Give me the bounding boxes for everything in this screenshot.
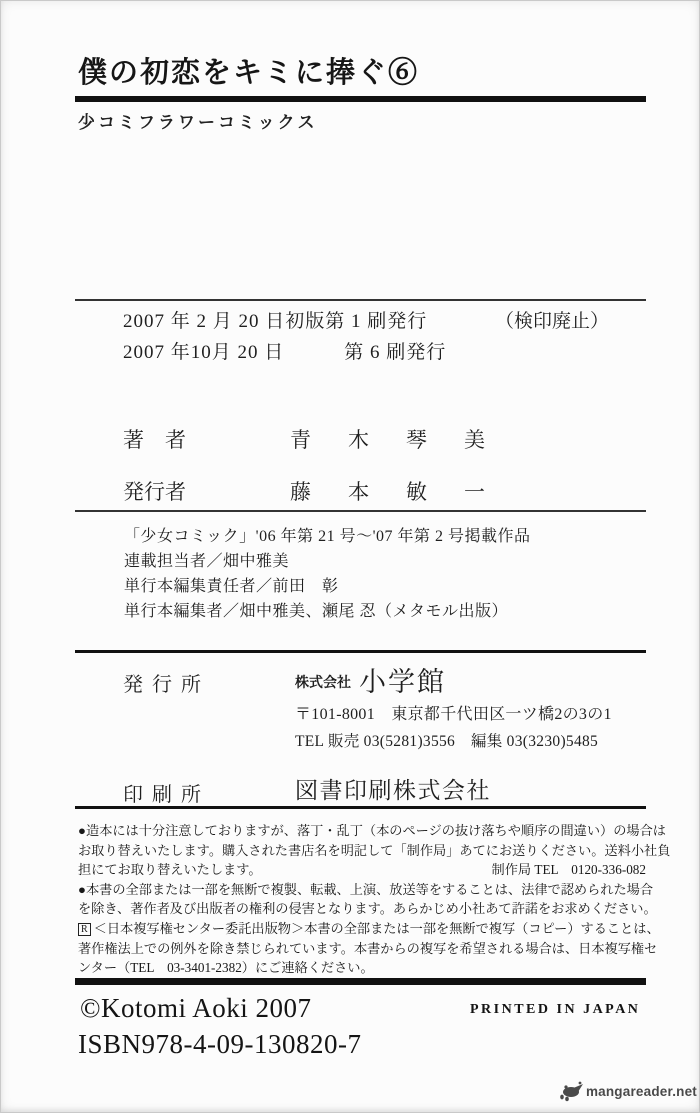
company-name: 小学館 — [359, 667, 446, 697]
divider-title — [75, 96, 646, 102]
defect-notice-line: お取り替えいたします。購入された書店名を明記して「制作局」あてにお送りください。送料小社負 — [78, 842, 671, 858]
publisher-address: 〒101-8001 東京都千代田区一ツ橋2の3の1 — [295, 706, 612, 723]
divider-footer-top — [75, 978, 646, 985]
publisher-person-name: 藤本敏一 — [290, 480, 522, 504]
defect-notice-line: ●造本には十分注意しておりますが、落丁・乱丁（本のページの抜け落ちや順序の間違い）の場合は — [78, 823, 666, 838]
inspection-stamp-note: （検印廃止） — [495, 311, 610, 332]
divider-credits-bottom — [75, 510, 646, 512]
edition-current-print-row — [123, 337, 646, 364]
copyright-line: ©Kotomi Aoki 2007 — [80, 993, 312, 1023]
watermark — [556, 1080, 697, 1102]
mangareader-logo-icon — [556, 1080, 584, 1102]
reprography-notice-line: ンター（TEL 03-3401-2382）にご連絡ください。 — [78, 960, 374, 976]
company-prefix: 株式会社 — [295, 676, 351, 691]
series-imprint-label: 少コミフラワーコミックス — [78, 113, 318, 132]
publisher-person-label: 発行者 — [123, 480, 186, 504]
legal-notices — [78, 821, 671, 978]
author-row — [75, 424, 646, 454]
volume-chief-editor: 単行本編集責任者／前田 彰 — [124, 578, 339, 595]
copyright-notice-line: を除き、著作者及び出版者の権利の侵害となります。あらかじめ小社あて許諾をお求めください。 — [78, 901, 657, 917]
printer-label: 印刷所 — [123, 784, 210, 806]
first-print-date: 2007 年 2 月 20 日初版第 1 刷発行 — [123, 311, 428, 332]
publisher-person-row — [75, 476, 646, 506]
edition-first-print-row — [123, 306, 646, 333]
book-title: 僕の初恋をキミに捧ぐ⑥ — [78, 57, 420, 89]
current-print-date: 2007 年10月 20 日 第 6 刷発行 — [123, 342, 447, 363]
printed-in-japan: PRINTED IN JAPAN — [470, 1002, 641, 1017]
production-bureau-phone: 制作局 TEL 0120-336-082 — [491, 862, 646, 878]
publisher-company — [295, 660, 446, 699]
printer-name: 図書印刷株式会社 — [295, 778, 491, 803]
divider-edition-top — [75, 299, 646, 301]
publisher-label: 発行所 — [123, 674, 210, 696]
serial-editor: 連載担当者／畑中雅美 — [124, 553, 290, 570]
reprography-notice-start: ＜日本複写権センター委託出版物＞本書の全部または一部を無断で複写（コピー）することは、 — [93, 920, 660, 936]
serialization-block — [124, 524, 530, 624]
reprography-notice-line — [78, 919, 660, 939]
serialization-source: 「少女コミック」'06 年第 21 号～'07 年第 2 号掲載作品 — [124, 528, 531, 545]
author-name: 青木琴美 — [290, 428, 522, 452]
author-label: 著 者 — [123, 428, 186, 452]
isbn-number: ISBN978-4-09-130820-7 — [78, 1029, 362, 1059]
watermark-site-name: mangareader.net — [585, 1083, 697, 1099]
volume-editors: 単行本編集者／畑中雅美、瀬尾 忍（メタモル出版） — [124, 603, 509, 620]
defect-notice-end: 担にてお取り替えいたします。 — [78, 862, 262, 878]
registered-r-mark-icon: R — [78, 923, 91, 936]
divider-publisher-top — [75, 650, 646, 653]
reprography-notice-line: 著作権法上での例外を除き禁じられています。本書からの複写を希望される場合は、日本複写権セ — [78, 940, 658, 956]
defect-notice-line — [78, 860, 646, 880]
copyright-notice-line: ●本書の全部または一部を無断で複製、転載、上演、放送等をすることは、法律で認められた場合 — [78, 881, 654, 897]
publisher-phone: TEL 販売 03(5281)3556 編集 03(3230)5485 — [295, 733, 599, 750]
divider-publisher-bottom — [75, 806, 646, 809]
